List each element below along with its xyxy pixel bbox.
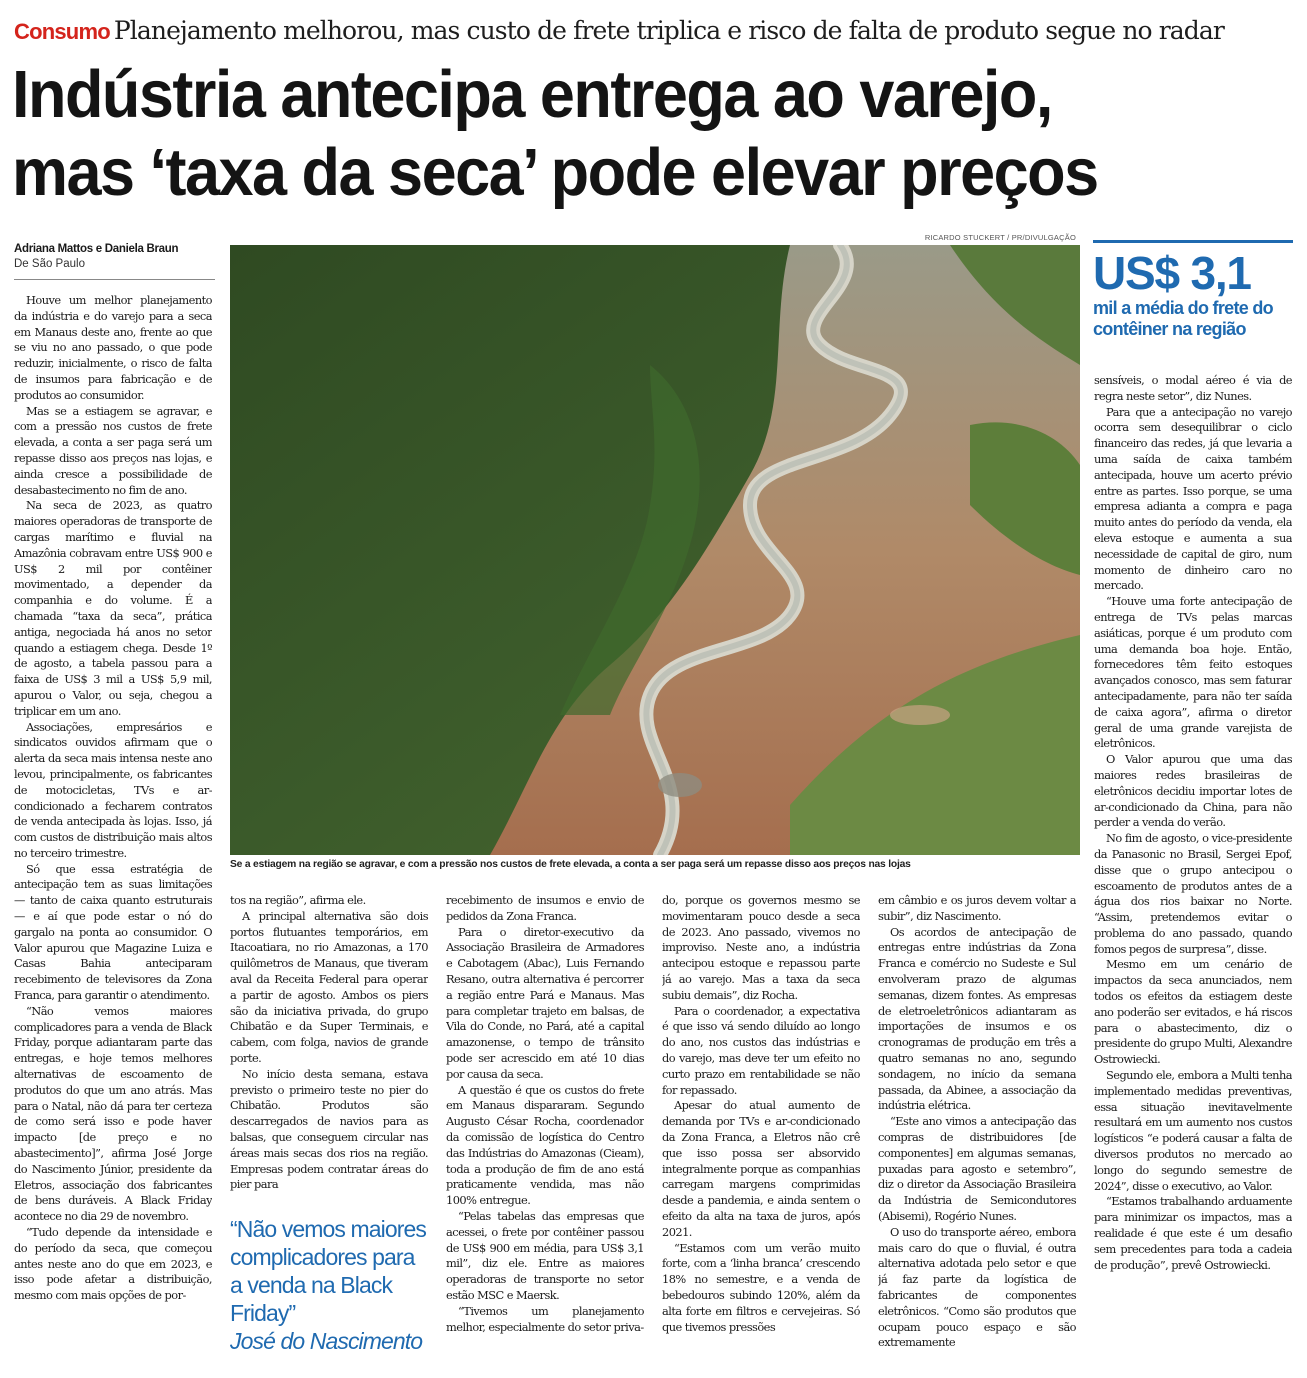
paragraph: “Houve uma forte antecipação de entrega de TVs pelas marcas asiáticas, porque é um produto com uma demanda boa hoje. Então, fornecedores têm feito estoques avançados conosco, mas sem faturar antecipadamente, para não ter saída de caixa agora”, afirma o diretor geral de uma grande varejista de eletrônicos. xyxy=(1094,594,1292,751)
paragraph: do, porque os governos mesmo se movimentaram pouco desde a seca de 2023. Ano passado, vivemos no improviso. Neste ano, a indústria antecipou estoque e repassou parte já ao varejo. Mas a taxa da seca subiu demais”, diz Rocha. xyxy=(662,893,860,1002)
article-column-5 xyxy=(878,893,1076,1363)
paragraph: Mesmo em um cenário de impactos da seca anunciados, nem todos os efeitos da estiagem deste ano poderão ser evitados, e há riscos para o abastecimento, diz o presidente do grupo Multi, Alexandre Ostrowiecki. xyxy=(1094,957,1292,1067)
factbox-rule xyxy=(1093,240,1293,243)
article-column-4 xyxy=(662,893,860,1363)
paragraph: “Estamos trabalhando arduamente para minimizar os impactos, mas a realidade é que este é um desafio sem precedentes para toda a cadeia de produção”, prevê Ostrowiecki. xyxy=(1094,1194,1292,1272)
factbox-value: US$ 3,1 xyxy=(1093,247,1251,299)
paragraph: “Tudo depende da intensidade e do período da seca, que começou antes neste ano do que em 2023, e isso pode afetar a distribuição, mesmo com mais opções de por- xyxy=(14,1225,212,1303)
paragraph: Para que a antecipação no varejo ocorra sem desequilibrar o ciclo financeiro das redes, já que levaria a uma saída de caixa também antecipada, houve um acerto prévio entre as partes. Isso porque, se uma empresa adianta a compra e paga muito antes do período da venda, ela eleva estoque e aumenta a sua necessidade de capital de giro, num momento de dinheiro caro no mercado. xyxy=(1094,404,1292,593)
byline-divider xyxy=(14,279,215,280)
article-column-2 xyxy=(230,893,428,1198)
paragraph: Houve um melhor planejamento da indústria e do varejo para a seca em Manaus deste ano, frente ao que se viu no ano passado, o que pode reduzir, inicialmente, o risco de falta de insumos para fabricação e de produtos ao consumidor. xyxy=(14,293,212,402)
paragraph: tos na região”, afirma ele. xyxy=(230,893,366,907)
paragraph: Apesar do atual aumento de demanda por TVs e ar-condicionado da Zona Franca, a Eletros não crê que isso possa ser absorvido integralmente porque as companhias carregam margens comprimidas desde a pandemia, e ainda sentem o efeito da alta na taxa de juros, após 2021. xyxy=(662,1098,860,1239)
paragraph: “Tivemos um planejamento melhor, especialmente do setor priva- xyxy=(446,1303,644,1334)
paragraph: Na seca de 2023, as quatro maiores operadoras de transporte de cargas marítimo e fluvial na Amazônia cobravam entre US$ 900 e US$ 2 mil por contêiner movimentado, a depender da companhia e do volume. É a chamada “taxa da seca”, prática antiga, negociada há anos no setor quando a estiagem chega. Desde 1º de agosto, a tabela passou para a faixa de US$ 3 mil a US$ 5,9 mil, apurou o Valor, ou seja, chegou a triplicar em um ano. xyxy=(14,498,212,718)
aerial-river-illustration xyxy=(230,245,1080,855)
pull-quote-text: “Não vemos maiores complicadores para a venda na Black Friday” xyxy=(230,1216,426,1326)
paragraph: Os acordos de antecipação de entregas entre indústrias da Zona Franca e comércio no Sudeste e Sul envolveram prazo de algumas semanas, dizem fontes. As empresas de eletroeletrônicos adiantaram as importações de insumos e os cronogramas de produção em três a quatro semanas no ano, segundo sondagem, no início da semana passada, da Abinee, a associação da indústria elétrica. xyxy=(878,924,1076,1113)
kicker: Planejamento melhorou, mas custo de frete triplica e risco de falta de produto segue no radar xyxy=(113,16,1224,45)
photo-credit: RICARDO STUCKERT / PR/DIVULGAÇÃO xyxy=(924,233,1076,242)
factbox xyxy=(1093,240,1293,340)
byline xyxy=(14,243,214,270)
rubric xyxy=(14,16,1294,50)
article-column-6 xyxy=(1094,373,1292,1363)
paragraph: A principal alternativa são dois portos flutuantes temporários, em Itacoatiara, no rio Amazonas, a 170 quilômetros de Manaus, que tiveram aval da Receita Federal para operar a partir de agosto. Ambos os piers são da iniciativa privada, do grupo Chibatão e da Super Terminais, e cabem, com folga, navios de grande porte. xyxy=(230,908,428,1065)
headline xyxy=(12,56,1302,212)
headline-line-2: mas ‘taxa da seca’ pode elevar preços xyxy=(12,135,1098,210)
paragraph: No início desta semana, estava previsto o primeiro teste no pier do Chibatão. Produtos são descarregados de navios para as balsas, que conseguem circular nas áreas mais secas dos rios na região. Empresas podem contratar áreas do pier para xyxy=(230,1066,428,1192)
factbox-text: mil a média do frete do contêiner na região xyxy=(1093,298,1273,339)
byline-authors: Adriana Mattos e Daniela Braun xyxy=(14,243,179,255)
paragraph: “Este ano vimos a antecipação das compras de distribuidores [de componentes] em algumas semanas, puxadas para agosto e setembro”, diz o diretor da Associação Brasileira da Indústria de Semicondutores (Abisemi), Rogério Nunes. xyxy=(878,1114,1076,1223)
paragraph: “Pelas tabelas das empresas que acessei, o frete por contêiner passou de US$ 900 em média, para US$ 3,1 mil”, diz ele. Entre as maiores operadoras de transporte no setor estão MSC e Maersk. xyxy=(446,1208,644,1302)
paragraph: Para o coordenador, a expectativa é que isso vá sendo diluído ao longo do ano, nos custos das indústrias e do varejo, mas deve ter um efeito no curto prazo em rentabilidade se não for repassado. xyxy=(662,1003,860,1097)
paragraph: sensíveis, o modal aéreo é via de regra neste setor”, diz Nunes. xyxy=(1094,373,1292,403)
article-column-3 xyxy=(446,893,644,1363)
paragraph: Associações, empresários e sindicatos ouvidos afirmam que o alerta da seca mais intensa neste ano levou, principalmente, os fabricantes de motocicletas, TVs e ar-condicionado a fecharem contratos de venda antecipada às lojas. Isso, já com custos de distribuição mais altos no terceiro trimestre. xyxy=(14,719,212,860)
paragraph: No fim de agosto, o vice-presidente da Panasonic no Brasil, Sergei Epof, disse que o grupo antecipou o escoamento de produtos antes de a água dos rios baixar no Norte. “Assim, pretendemos evitar o problema do ano passado, quando fomos pegos de surpresa”, disse. xyxy=(1094,831,1292,956)
photo-caption: Se a estiagem na região se agravar, e com a pressão nos custos de frete elevada, a conta a ser paga será um repasse disso aos preços nas lojas xyxy=(230,859,911,870)
paragraph: O Valor apurou que uma das maiores redes brasileiras de eletrônicos decidiu importar lotes de ar-condicionado da China, para não perder a venda do verão. xyxy=(1094,752,1292,830)
pull-quote-attribution: José do Nascimento xyxy=(230,1328,423,1354)
section-tag[interactable]: Consumo xyxy=(14,19,110,44)
headline-line-1: Indústria antecipa entrega ao varejo, xyxy=(12,57,1052,132)
byline-place: De São Paulo xyxy=(14,258,85,270)
river-drought-photo[interactable] xyxy=(230,245,1080,855)
paragraph: O uso do transporte aéreo, embora mais caro do que o fluvial, é outra alternativa adotada pelo setor e que já faz parte da logística de fabricantes de componentes eletrônicos. “Como são produtos que ocupam pouco espaço e são extremamente xyxy=(878,1224,1076,1350)
paragraph: “Estamos com um verão muito forte, com a ‘linha branca’ crescendo 18% no semestre, e a venda de bebedouros subindo 120%, além da alta forte em filtros e cervejeiras. Só que tivemos pressões xyxy=(662,1240,860,1334)
paragraph: em câmbio e os juros devem voltar a subir”, diz Nascimento. xyxy=(878,893,1076,923)
paragraph: Só que essa estratégia de antecipação tem as suas limitações — tanto de caixa quanto estruturais — e aí que pode estar o nó do gargalo na ponta ao consumidor. O Valor apurou que Magazine Luiza e Casas Bahia anteciparam recebimento de televisores da Zona Franca, para garantir o atendimento. xyxy=(14,861,212,1003)
paragraph: Para o diretor-executivo da Associação Brasileira de Armadores e Cabotagem (Abac), Luis Fernando Resano, outra alternativa é percorrer a região entre Pará e Manaus. Mas para completar trajeto em balsas, de Vila do Conde, no Pará, até a capital amazonense, o tempo de trânsito pode ser acrescido em até 10 dias por causa da seca. xyxy=(446,924,644,1081)
paragraph: A questão é que os custos do frete em Manaus dispararam. Segundo Augusto César Rocha, coordenador da comissão de logística do Centro das Indústrias do Amazonas (Cieam), toda a produção de fim de ano está praticamente vendida, mas não 100% entregue. xyxy=(446,1082,644,1208)
article-column-1 xyxy=(14,293,212,1363)
pull-quote xyxy=(230,1215,430,1355)
paragraph: Mas se a estiagem se agravar, e com a pressão nos custos de frete elevada, a conta a ser paga será um repasse disso aos preços nas lojas, e ainda cresce a possibilidade de desabastecimento no fim de ano. xyxy=(14,403,212,497)
paragraph: recebimento de insumos e envio de pedidos da Zona Franca. xyxy=(446,893,644,923)
paragraph: Segundo ele, embora a Multi tenha implementado medidas preventivas, essa situação inevitavelmente resultará em um aumento nos custos logísticos “e poderá causar a falta de diversos produtos no mercado ao longo do segundo semestre de 2024”, disse o executivo, ao Valor. xyxy=(1094,1068,1292,1193)
paragraph: “Não vemos maiores complicadores para a venda de Black Friday, porque adiantaram parte das entregas, e hoje temos melhores alternativas de escoamento de produtos do que um ano atrás. Mas para o Natal, não dá para ter certeza de como será isso e pode haver impacto [de preço e no abastecimento]”, afirma José Jorge do Nascimento Júnior, presidente da Eletros, associação dos fabricantes de bens duráveis. A Black Friday acontece no dia 29 de novembro. xyxy=(14,1003,212,1224)
